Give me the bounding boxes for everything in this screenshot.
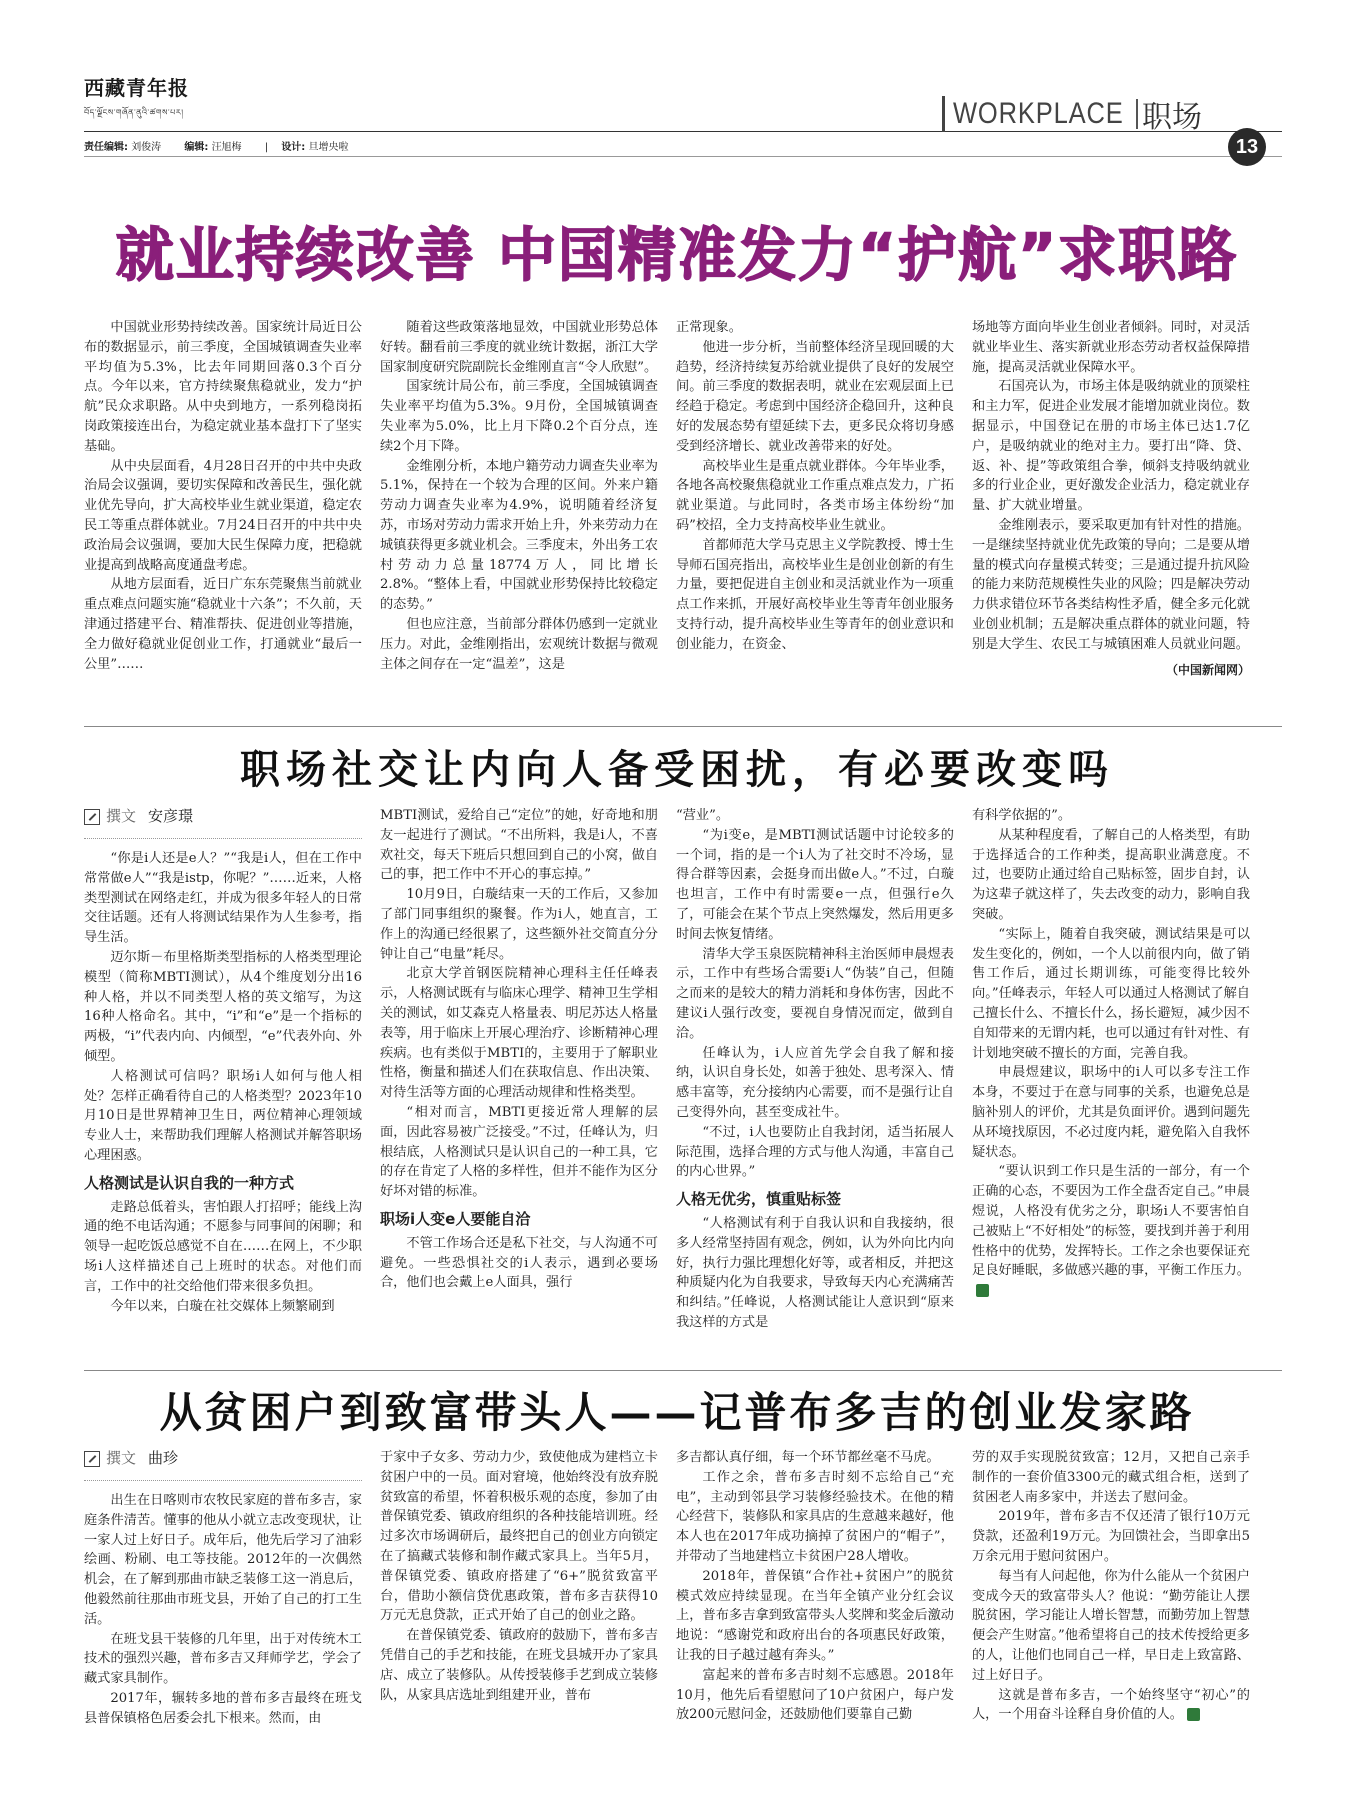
article3-col1 (84, 1448, 362, 1758)
paragraph: 2018年，普保镇“合作社+贫困户”的脱贫模式效应持续显现。在当年全镇产业分红会议上，普布多吉拿到致富带头人奖牌和奖金后激动地说：“感谢党和政府出台的各项惠民好政策，让我的日子越过越有奔头。” (676, 1568, 954, 1663)
section-rule (84, 1370, 1282, 1371)
byline-label: 撰文 (106, 1449, 137, 1468)
article2-col3 (676, 806, 954, 1362)
byline-rule (84, 1480, 362, 1481)
paragraph: 高校毕业生是重点就业群体。今年毕业季，各地各高校聚焦稳就业工作重点难点发力，广拓就业渠道。与此同时，各类市场主体纷纷“加码”校招，全力支持高校毕业生就业。 (676, 458, 954, 533)
section-en: WORKPLACE (953, 97, 1124, 130)
paragraph: 在班戈县干装修的几年里，出于对传统木工技术的强烈兴趣，普布多吉又拜师学艺，学会了藏式家具制作。 (84, 1631, 362, 1687)
paragraph: 于家中子女多、劳动力少，致使他成为建档立卡贫困户中的一员。面对窘境，他始终没有放弃脱贫致富的希望，怀着积极乐观的态度，参加了由普保镇党委、镇政府组织的各种技能培训班。经过多次市场调研后，最终把自己的创业方向锁定在了搞藏式装修和制作藏式家具上。当年5月，普保镇党委、镇政府搭建了“6+”脱贫致富平台，借助小额信贷优惠政策，普布多吉获得10万元无息贷款，正式开始了自己的创业之路。 (380, 1450, 658, 1624)
subheading: 人格测试是认识自我的一种方式 (84, 1173, 295, 1192)
credits-line: 责任编辑: 刘俊涛 编辑: 汪旭梅 | 设计: 旦增央啦 (84, 142, 349, 153)
paragraph: “营业”。 (676, 808, 730, 823)
article1-body (84, 318, 1284, 718)
article1-col1 (84, 318, 362, 718)
paragraph: 从中央层面看，4月28日召开的中共中央政治局会议强调，要切实保障和改善民生，强化就业优先导向，扩大高校毕业生就业渠道，稳定农民工等重点群体就业。7月24日召开的中共中央政治局会议强调，要加大民生保障力度，把稳就业提高到战略高度通盘考虑。 (84, 458, 362, 573)
paragraph: 但也应注意，当前部分群体仍感到一定就业压力。对此，金维刚指出，宏观统计数据与微观主体之间存在一定“温差”，这是 (380, 616, 658, 672)
author-name: 安彦璟 (148, 807, 194, 826)
paragraph: “要认识到工作只是生活的一部分，有一个正确的心态，不要因为工作全盘否定自己。”申晨煜说，人格没有优劣之分，职场i人不要害怕自己被贴上“不好相处”的标签，要找到并善于利用性格中的优势，发挥特长。工作之余也要保证充足良好睡眠，多做感兴趣的事，平衡工作压力。 (972, 1164, 1250, 1279)
section-label (942, 92, 1202, 136)
article1-col2 (380, 318, 658, 718)
copyeditor-label: 编辑: (184, 142, 209, 153)
article2-byline (84, 806, 362, 828)
article1-title: 就业持续改善 中国精准发力“护航”求职路 (115, 221, 1239, 289)
pen-icon (84, 809, 100, 825)
paragraph: 他进一步分析，当前整体经济呈现回暖的大趋势，经济持续复苏给就业提供了良好的发展空间。前三季度的数据表明，就业在宏观层面上已经趋于稳定。考虑到中国经济企稳回升，这种良好的发展态势有望延续下去，更多民众将切身感受到经济增长、就业改善带来的好处。 (676, 339, 954, 454)
article2-body (84, 806, 1284, 1362)
tibetan-name: བོད་ལྗོངས་གཞོན་ནུའི་ཚགས་པར། (84, 108, 184, 117)
editor-label: 责任编辑: (84, 142, 128, 153)
designer-label: 设计: (281, 142, 306, 153)
paragraph: 劳的双手实现脱贫致富；12月，又把自己亲手制作的一套价值3300元的藏式组合柜，送到了贫困老人南多家中，并送去了慰问金。 (972, 1450, 1250, 1505)
article2-title: 职场社交让内向人备受困扰，有必要改变吗 (240, 747, 1114, 793)
article3-body (84, 1448, 1284, 1758)
designer-name: 旦增央啦 (308, 142, 349, 153)
paragraph: 在普保镇党委、镇政府的鼓励下，普布多吉凭借自己的手艺和技能，在班戈县城开办了家具店、成立了装修队。从传授装修手艺到成立装修队，从家具店选址到组建开业，普布 (380, 1628, 658, 1703)
paragraph: 多吉都认真仔细，每一个环节都丝毫不马虎。 (676, 1450, 940, 1465)
paragraph: 随着这些政策落地显效，中国就业形势总体好转。翻看前三季度的就业统计数据，浙江大学国家制度研究院副院长金维刚直言“令人欣慰”。 (380, 320, 658, 375)
paragraph: 首都师范大学马克思主义学院教授、博士生导师石国亮指出，高校毕业生是创业创新的有生力量，要把促进自主创业和灵活就业作为一项重点工作来抓，开展好高校毕业生等青年创业服务支持行动，提升高校毕业生等青年的创业意识和创业能力，在资金、 (676, 537, 954, 652)
article3-col3 (676, 1448, 954, 1758)
paragraph: 今年以来，白璇在社交媒体上频繁刷到 (110, 1298, 335, 1314)
paragraph: 10月9日，白璇结束一天的工作后，又参加了部门同事组织的聚餐。作为i人，她直言，工作上的沟通已经很累了，这些额外社交简直分分钟让自己“电量”耗尽。 (380, 887, 658, 962)
paragraph: 不管工作场合还是私下社交，与人沟通不可避免。一些恐惧社交的i人表示，遇到必要场合，他们也会戴上e人面具，强行 (380, 1235, 658, 1291)
masthead (84, 72, 189, 126)
section-bar (942, 96, 945, 132)
paragraph: 申晨煜建议，职场中的i人可以多专注工作本身，不要过于在意与同事的关系，也避免总是脑补别人的评价，尤其是负面评价。遇到问题先从环境找原因，不必过度内耗，避免陷入自我怀疑状态。 (972, 1065, 1250, 1160)
paragraph: “不过，i人也要防止自我封闭，适当拓展人际范围，选择合理的方式与他人沟通，丰富自己的内心世界。” (676, 1124, 954, 1180)
article2-col1 (84, 806, 362, 1362)
paragraph: 走路总低着头，害怕跟人打招呼；能线上沟通的绝不电话沟通；不愿参与同事间的闲聊；和领导一起吃饭总感觉不自在……在网上，不少职场i人这样描述自己上班时的状态。对他们而言，工作中的社交给他们带来很多负担。 (84, 1199, 362, 1294)
paragraph: 出生在日喀则市农牧民家庭的普布多吉，家庭条件清苦。懂事的他从小就立志改变现状，让一家人过上好日子。成年后，他先后学习了油彩绘画、粉刷、电工等技能。2012年的一次偶然机会，在了解到那曲市缺乏装修工这一消息后，他毅然前往那曲市班戈县，开始了自己的打工生活。 (84, 1493, 362, 1627)
copyeditor-name: 汪旭梅 (211, 142, 242, 153)
article1-col4 (972, 318, 1250, 718)
page-number: 13 (1228, 128, 1266, 166)
paragraph: 场地等方面向毕业生创业者倾斜。同时，对灵活就业毕业生、落实新就业形态劳动者权益保障措施，提高灵活就业保障水平。 (972, 320, 1250, 375)
paragraph: 从某种程度看，了解自己的人格类型，有助于选择适合的工作种类，提高职业满意度。不过，也要防止通过给自己贴标签，固步自封，认为这辈子就这样了，失去改变的动力，影响自我突破。 (972, 827, 1250, 922)
pen-icon (84, 1451, 100, 1467)
paragraph: 国家统计局公布，前三季度，全国城镇调查失业率平均值为5.3%。9月份，全国城镇调查失业率为5.0%，比上月下降0.2个百分点，连续2个月下降。 (380, 379, 658, 454)
paragraph: “实际上，随着自我突破，测试结果是可以发生变化的，例如，一个人以前很内向，做了销售工作后，通过长期训练，可能变得比较外向。”任峰表示，年轻人可以通过人格测试了解自己擅长什么、不擅长什么，扬长避短，减少因不自知带来的无谓内耗，也可以通过有针对性、有计划地突破不擅长的方面，完善自我。 (972, 926, 1250, 1061)
paragraph: “你是i人还是e人？”“我是i人，但在工作中常常做e人”“我是istp，你呢？”……近来，人格类型测试在网络走红，并成为很多年轻人的日常交往话题。还有人将测试结果作为人生参考，指导生活。 (84, 851, 362, 946)
credits-rule (84, 156, 1282, 157)
subheading: 人格无优劣，慎重贴标签 (676, 1190, 842, 1209)
end-mark-icon (1187, 1708, 1200, 1721)
paragraph: “为i变e，是MBTI测试话题中讨论较多的一个词，指的是一个i人为了社交时不冷场，显得合群等因素，会挺身而出做e人。”不过，白璇也坦言，工作中有时需要e一点，但强行e久了，可能会在某个节点上突然爆发，然后用更多时间去恢复情绪。 (676, 827, 954, 942)
article1-col3 (676, 318, 954, 718)
paragraph: 中国就业形势持续改善。国家统计局近日公布的数据显示，前三季度，全国城镇调查失业率平均值为5.3%，比去年同期回落0.3个百分点。今年以来，官方持续聚焦稳就业，发力“护航”民众求职路。从中央到地方，一系列稳岗拓岗政策接连出台，为稳定就业基本盘打下了坚实基础。 (84, 320, 362, 454)
article3-title: 从贫困户到致富带头人——记普布多吉的创业发家路 (159, 1388, 1195, 1437)
byline-label: 撰文 (106, 807, 137, 826)
paragraph: 北京大学首钢医院精神心理科主任任峰表示，人格测试既有与临床心理学、精神卫生学相关的测试，如艾森克人格量表、明尼苏达人格量表等，用于临床上开展心理治疗、诊断精神心理疾病。也有类似于MBTI的，主要用于了解职业性格，衡量和描述人们在获取信息、作出决策、对待生活等方面的心理活动规律和性格类型。 (380, 966, 658, 1101)
paragraph: 这就是普布多吉，一个始终坚守“初心”的人，一个用奋斗诠释自身价值的人。 (972, 1687, 1250, 1723)
author-name: 曲珍 (148, 1449, 179, 1468)
byline-rule (84, 838, 362, 839)
paragraph: 每当有人问起他，你为什么能从一个贫困户变成今天的致富带头人？他说：“勤劳能让人摆脱贫困，学习能让人增长智慧，而勤劳加上智慧便会产生财富。”他希望将自己的技术传授给更多的人，让他们也同自己一样，早日走上致富路、过上好日子。 (972, 1568, 1250, 1683)
article2-col2 (380, 806, 658, 1362)
paragraph: 金维刚分析，本地户籍劳动力调查失业率为5.1%，保持在一个较为合理的区间。外来户籍劳动力调查失业率为4.9%，说明随着经济复苏，市场对劳动力需求开始上升，外来劳动力在城镇获得更多就业机会。三季度末，外出务工农村劳动力总量18774万人，同比增长2.8%。“整体上看，中国就业形势保持比较稳定的态势。” (380, 458, 658, 613)
paragraph: 从地方层面看，近日广东东莞聚焦当前就业重点难点问题实施“稳就业十六条”；不久前，天津通过搭建平台、精准帮扶、促进创业等措施，全力做好稳就业促创业工作，打通就业“最后一公里”…… (84, 577, 362, 672)
paragraph: 富起来的普布多吉时刻不忘感恩。2018年10月，他先后看望慰问了10户贫困户，每户发放200元慰问金，还鼓励他们要靠自己勤 (676, 1667, 954, 1723)
paragraph: 2019年，普布多吉不仅还清了银行10万元贷款，还盈利19万元。为回馈社会，当即拿出5万余元用于慰问贫困户。 (972, 1509, 1250, 1564)
article1-source: （中国新闻网） (1165, 662, 1250, 677)
article2-col4 (972, 806, 1250, 1362)
paragraph: 任峰认为，i人应首先学会自我了解和接纳，认识自身长处，如善于独处、思考深入、情感丰富等，充分接纳内心需要，而不是强行让自己变得外向，甚至变成社牛。 (676, 1045, 954, 1120)
article3-col2 (380, 1448, 658, 1758)
paper-name: 西藏青年报 (84, 76, 189, 100)
editor-name: 刘俊涛 (131, 142, 162, 153)
paragraph: “相对而言，MBTI更接近常人理解的层面，因此容易被广泛接受。”不过，任峰认为，归根结底，人格测试只是认识自己的一种工具，它的存在肯定了人格的多样性，但并不能作为区分好坏对错的标准。 (380, 1104, 658, 1200)
paragraph: 2017年，辗转多地的普布多吉最终在班戈县普保镇格色居委会扎下根来。然而，由 (84, 1690, 362, 1726)
paragraph: 工作之余，普布多吉时刻不忘给自己“充电”，主动到邻县学习装修经验技术。在他的精心经营下，装修队和家具店的生意越来越好，他本人也在2017年成功摘掉了贫困户的“帽子”，并带动了当地建档立卡贫困户28人增收。 (676, 1469, 954, 1564)
paragraph: “人格测试有利于自我认识和自我接纳，很多人经常坚持固有观念，例如，认为外向比内向好，执行力强比理想化好等，或者相反，并把这种质疑内化为自我要求，导致每天内心充满痛苦和纠结。”任峰说，人格测试能让人意识到“原来我这样的方式是 (676, 1215, 954, 1330)
paragraph: 有科学依据的”。 (972, 808, 1072, 823)
article3-byline (84, 1448, 362, 1470)
paragraph: 正常现象。 (676, 320, 742, 335)
paragraph: 清华大学玉泉医院精神科主治医师申晨煜表示，工作中有些场合需要i人“伪装”自己，但随之而来的是较大的精力消耗和身体伤害，因此不建议i人强行改变，要视自身情况而定，做到自洽。 (676, 946, 954, 1041)
paragraph: 人格测试可信吗？职场i人如何与他人相处？怎样正确看待自己的人格类型？2023年10月10日是世界精神卫生日，两位精神心理领域专业人士，来帮助我们理解人格测试并解答职场心理困惑。 (84, 1068, 362, 1163)
paragraph: MBTI测试，爱给自己“定位”的她，好奇地和朋友一起进行了测试。“不出所料，我是i人，不喜欢社交，每天下班后只想回到自己的小窝，做自己的事，把工作中不开心的事忘掉。” (380, 808, 658, 883)
paragraph: 金维刚表示，要采取更加有针对性的措施。一是继续坚持就业优先政策的导向；二是要从增量的模式向存量模式转变；三是通过提升抗风险的能力来防范规模性失业的风险；四是解决劳动力供求错位环节各类结构性矛盾，健全多元化就业创业机制；五是解决重点群体的就业问题，特别是大学生、农民工与城镇困难人员就业问题。 (972, 517, 1250, 652)
section-separator (1136, 99, 1138, 129)
section-rule (84, 726, 1282, 727)
subheading: 职场i人变e人要能自洽 (380, 1209, 531, 1228)
end-mark-icon (976, 1284, 989, 1297)
paragraph: 迈尔斯－布里格斯类型指标的人格类型理论模型（简称MBTI测试），从4个维度划分出16种人格，并以不同类型人格的英文缩写，为这16种人格命名。其中，“i”和“e”是一个指标的两极，“i”代表内向、内倾型，“e”代表外向、外倾型。 (84, 949, 362, 1064)
article3-col4 (972, 1448, 1250, 1758)
paragraph: 石国亮认为，市场主体是吸纳就业的顶梁柱和主力军，促进企业发展才能增加就业岗位。数据显示，中国登记在册的市场主体已达1.7亿户，是吸纳就业的绝对主力。要打出“降、贷、返、补、提”等政策组合拳，倾斜支持吸纳就业多的行业企业，更好激发企业活力，稳定就业存量、扩大就业增量。 (972, 379, 1250, 514)
section-zh: 职场 (1142, 100, 1202, 135)
